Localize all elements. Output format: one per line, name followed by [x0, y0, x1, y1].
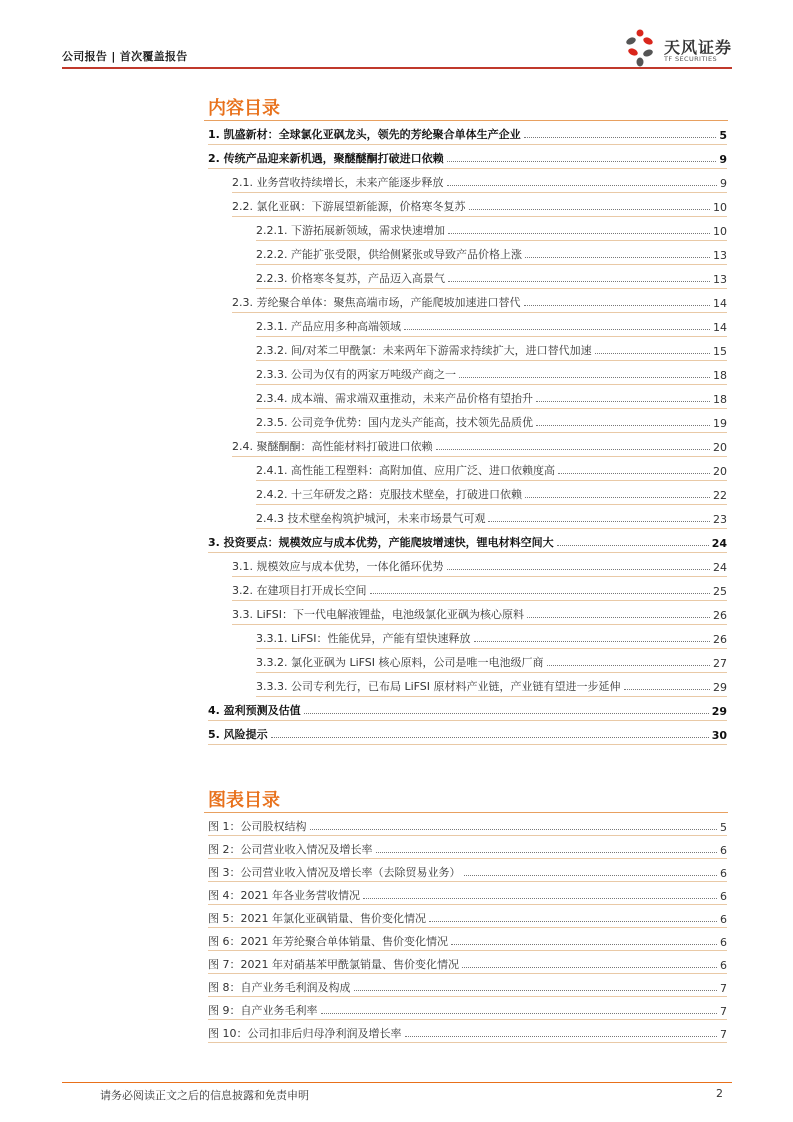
entry-title: 图 3：公司营业收入情况及增长率（去除贸易业务） — [208, 866, 461, 879]
entry-separator — [232, 624, 727, 625]
toc-entry[interactable] — [256, 220, 727, 238]
entry-title: 图 4：2021 年各业务营收情况 — [208, 889, 360, 902]
entry-page-number: 6 — [720, 867, 727, 880]
entry-title: 3.3. LiFSI：下一代电解液锂盐，电池级氯化亚砜为核心原料 — [232, 608, 525, 621]
toc-entry[interactable] — [208, 724, 727, 742]
dot-leader — [595, 353, 710, 354]
entry-separator — [208, 1019, 727, 1020]
entry-title: 2.3.2. 间/对苯二甲酰氯：未来两年下游需求持续扩大，进口替代加速 — [256, 344, 592, 357]
toc-entry[interactable] — [256, 316, 727, 334]
entry-page-number: 9 — [719, 153, 727, 166]
entry-page-number: 19 — [713, 417, 727, 430]
entry-page-number: 30 — [711, 729, 727, 742]
entry-separator — [208, 996, 727, 997]
entry-title: 3. 投资要点：规模效应与成本优势，产能爬坡增速快，锂电材料空间大 — [208, 536, 554, 549]
toc-entry[interactable] — [208, 148, 727, 166]
entry-separator — [208, 552, 727, 553]
entry-title: 2.3.1. 产品应用多种高端领域 — [256, 320, 401, 333]
toc-entry[interactable] — [256, 460, 727, 478]
entry-title: 2.2.3. 价格寒冬复苏，产品迈入高景气 — [256, 272, 445, 285]
entry-page-number: 14 — [713, 321, 727, 334]
entry-page-number: 20 — [713, 465, 727, 478]
entry-title: 图 9：自产业务毛利率 — [208, 1004, 318, 1017]
entry-separator — [256, 240, 727, 241]
dot-leader — [321, 1013, 718, 1014]
entry-separator — [256, 672, 727, 673]
dot-leader — [376, 852, 718, 853]
dot-leader — [354, 990, 718, 991]
dot-leader — [527, 617, 710, 618]
dot-leader — [525, 497, 710, 498]
entry-separator — [208, 144, 727, 145]
entry-page-number: 6 — [720, 844, 727, 857]
entry-separator — [256, 432, 727, 433]
entry-title: 图 6：2021 年芳纶聚合单体销量、售价变化情况 — [208, 935, 448, 948]
toc-entry[interactable] — [208, 700, 727, 718]
entry-separator — [256, 288, 727, 289]
entry-title: 2.4.2. 十三年研发之路：克服技术壁垒，打破进口依赖 — [256, 488, 522, 501]
entry-title: 3.2. 在建项目打开成长空间 — [232, 584, 367, 597]
entry-separator — [232, 576, 727, 577]
dot-leader — [558, 473, 710, 474]
toc-title-rule — [204, 120, 728, 121]
figure-entry[interactable] — [208, 931, 727, 949]
entry-separator — [208, 858, 727, 859]
dot-leader — [462, 967, 717, 968]
entry-title: 图 5：2021 年氯化亚砜销量、售价变化情况 — [208, 912, 426, 925]
entry-separator — [232, 312, 727, 313]
entry-separator — [256, 384, 727, 385]
entry-title: 2.3. 芳纶聚合单体：聚焦高端市场，产能爬坡加速进口替代 — [232, 296, 521, 309]
toc-entry[interactable] — [208, 124, 727, 142]
dot-leader — [474, 641, 710, 642]
dot-leader — [524, 305, 711, 306]
entry-separator — [208, 904, 727, 905]
entry-page-number: 6 — [720, 890, 727, 903]
entry-title: 2.2.2. 产能扩张受限，供给侧紧张或导致产品价格上涨 — [256, 248, 522, 261]
entry-separator — [256, 480, 727, 481]
entry-page-number: 24 — [713, 561, 727, 574]
entry-page-number: 18 — [713, 393, 727, 406]
entry-page-number: 29 — [713, 681, 727, 694]
dot-leader — [370, 593, 711, 594]
toc-entry[interactable] — [256, 652, 727, 670]
footer-divider — [62, 1082, 732, 1083]
dot-leader — [363, 898, 717, 899]
entry-page-number: 24 — [711, 537, 727, 550]
entry-page-number: 5 — [720, 821, 727, 834]
figure-entry[interactable] — [208, 977, 727, 995]
figure-entry[interactable] — [208, 839, 727, 857]
entry-page-number: 10 — [713, 225, 727, 238]
toc-entry[interactable] — [232, 580, 727, 598]
entry-separator — [256, 336, 727, 337]
entry-page-number: 26 — [713, 633, 727, 646]
entry-separator — [208, 835, 727, 836]
entry-page-number: 29 — [711, 705, 727, 718]
entry-page-number: 18 — [713, 369, 727, 382]
toc-entry[interactable] — [232, 556, 727, 574]
entry-page-number: 7 — [720, 982, 727, 995]
dot-leader — [459, 377, 710, 378]
entry-separator — [256, 528, 727, 529]
company-logo — [622, 28, 742, 68]
dot-leader — [451, 944, 717, 945]
toc-entry[interactable] — [256, 676, 727, 694]
entry-separator — [208, 168, 727, 169]
dot-leader — [524, 137, 717, 138]
entry-page-number: 15 — [713, 345, 727, 358]
entry-page-number: 27 — [713, 657, 727, 670]
toc-entry[interactable] — [256, 268, 727, 286]
entry-title: 1. 凯盛新材：全球氯化亚砜龙头，领先的芳纶聚合单体生产企业 — [208, 128, 521, 141]
entry-page-number: 23 — [713, 513, 727, 526]
entry-title: 2.4.1. 高性能工程塑料：高附加值、应用广泛、进口依赖度高 — [256, 464, 555, 477]
dot-leader — [436, 449, 711, 450]
logo-text-cn: 天风证券 — [664, 38, 733, 57]
dot-leader — [271, 737, 709, 738]
entry-separator — [256, 696, 727, 697]
figure-entry[interactable] — [208, 862, 727, 880]
entry-page-number: 6 — [720, 959, 727, 972]
dot-leader — [404, 329, 710, 330]
entry-page-number: 20 — [713, 441, 727, 454]
figure-entry[interactable] — [208, 885, 727, 903]
toc-entry[interactable] — [256, 484, 727, 502]
entry-separator — [208, 1042, 727, 1043]
figure-entry[interactable] — [208, 908, 727, 926]
entry-separator — [232, 216, 727, 217]
entry-page-number: 6 — [720, 936, 727, 949]
toc-entry[interactable] — [256, 508, 727, 526]
entry-title: 4. 盈利预测及估值 — [208, 704, 301, 717]
entry-title: 3.3.1. LiFSI：性能优异，产能有望快速释放 — [256, 632, 471, 645]
entry-title: 图 7：2021 年对硝基苯甲酰氯销量、售价变化情况 — [208, 958, 459, 971]
entry-separator — [256, 360, 727, 361]
entry-page-number: 10 — [713, 201, 727, 214]
toc-entry[interactable] — [232, 196, 727, 214]
figure-entry[interactable] — [208, 1023, 727, 1041]
figures-title-rule — [204, 812, 728, 813]
dot-leader — [488, 521, 710, 522]
entry-page-number: 26 — [713, 609, 727, 622]
dot-leader — [310, 829, 718, 830]
entry-separator — [256, 504, 727, 505]
entry-title: 图 8：自产业务毛利润及构成 — [208, 981, 351, 994]
toc-entry[interactable] — [232, 172, 727, 190]
entry-page-number: 13 — [713, 249, 727, 262]
entry-separator — [256, 408, 727, 409]
entry-separator — [256, 648, 727, 649]
logo-flower-icon — [622, 28, 658, 68]
footer-disclaimer: 请务必阅读正文之后的信息披露和免责申明 — [100, 1089, 309, 1102]
entry-title: 3.3.2. 氯化亚砜为 LiFSI 核心原料，公司是唯一电池级厂商 — [256, 656, 544, 669]
entry-separator — [232, 456, 727, 457]
entry-title: 2.3.3. 公司为仅有的两家万吨级产商之一 — [256, 368, 456, 381]
entry-page-number: 6 — [720, 913, 727, 926]
entry-page-number: 22 — [713, 489, 727, 502]
entry-title: 2.4.3 技术壁垒构筑护城河，未来市场景气可观 — [256, 512, 486, 525]
entry-separator — [208, 973, 727, 974]
figure-entry[interactable] — [208, 816, 727, 834]
toc-entry[interactable] — [208, 532, 727, 550]
dot-leader — [447, 161, 717, 162]
dot-leader — [464, 875, 718, 876]
entry-separator — [232, 600, 727, 601]
dot-leader — [536, 425, 710, 426]
dot-leader — [525, 257, 710, 258]
entry-title: 2.1. 业务营收持续增长，未来产能逐步释放 — [232, 176, 444, 189]
dot-leader — [448, 281, 710, 282]
dot-leader — [557, 545, 709, 546]
entry-title: 2. 传统产品迎来新机遇，聚醚醚酮打破进口依赖 — [208, 152, 444, 165]
entry-separator — [208, 881, 727, 882]
entry-page-number: 25 — [713, 585, 727, 598]
page-number: 2 — [716, 1087, 723, 1100]
entry-title: 3.3.3. 公司专利先行，已布局 LiFSI 原材料产业链，产业链有望进一步延伸 — [256, 680, 621, 693]
entry-title: 2.2.1. 下游拓展新领域，需求快速增加 — [256, 224, 445, 237]
entry-page-number: 7 — [720, 1005, 727, 1018]
toc-entry[interactable] — [232, 436, 727, 454]
entry-title: 2.4. 聚醚酮酮：高性能材料打破进口依赖 — [232, 440, 433, 453]
entry-title: 2.3.4. 成本端、需求端双重推动，未来产品价格有望抬升 — [256, 392, 533, 405]
toc-entry[interactable] — [256, 628, 727, 646]
toc-entry[interactable] — [256, 412, 727, 430]
entry-page-number: 5 — [719, 129, 727, 142]
dot-leader — [547, 665, 710, 666]
dot-leader — [469, 209, 711, 210]
dot-leader — [536, 401, 710, 402]
entry-title: 图 2：公司营业收入情况及增长率 — [208, 843, 373, 856]
dot-leader — [447, 569, 711, 570]
toc-entry[interactable] — [256, 388, 727, 406]
entry-page-number: 13 — [713, 273, 727, 286]
toc-entry[interactable] — [256, 340, 727, 358]
entry-page-number: 14 — [713, 297, 727, 310]
entry-page-number: 7 — [720, 1028, 727, 1041]
entry-separator — [208, 744, 727, 745]
dot-leader — [447, 185, 718, 186]
figure-entry[interactable] — [208, 1000, 727, 1018]
entry-title: 2.2. 氯化亚砜：下游展望新能源，价格寒冬复苏 — [232, 200, 466, 213]
entry-separator — [256, 264, 727, 265]
toc-entry[interactable] — [256, 244, 727, 262]
entry-separator — [232, 192, 727, 193]
figures-title: 图表目录 — [208, 790, 280, 811]
figure-entry[interactable] — [208, 954, 727, 972]
entry-title: 5. 风险提示 — [208, 728, 268, 741]
dot-leader — [304, 713, 709, 714]
entry-title: 2.3.5. 公司竞争优势：国内龙头产能高，技术领先品质优 — [256, 416, 533, 429]
entry-title: 图 1：公司股权结构 — [208, 820, 307, 833]
dot-leader — [624, 689, 710, 690]
toc-title: 内容目录 — [208, 98, 280, 119]
entry-separator — [208, 720, 727, 721]
toc-entry[interactable] — [232, 292, 727, 310]
toc-entry[interactable] — [232, 604, 727, 622]
entry-separator — [208, 927, 727, 928]
dot-leader — [405, 1036, 718, 1037]
entry-page-number: 9 — [720, 177, 727, 190]
entry-title: 3.1. 规模效应与成本优势，一体化循环优势 — [232, 560, 444, 573]
entry-separator — [208, 950, 727, 951]
logo-text-en: TF SECURITIES — [664, 55, 718, 63]
dot-leader — [429, 921, 717, 922]
entry-title: 图 10：公司扣非后归母净利润及增长率 — [208, 1027, 402, 1040]
toc-entry[interactable] — [256, 364, 727, 382]
dot-leader — [448, 233, 710, 234]
header-doc-type: 公司报告 | 首次覆盖报告 — [62, 50, 188, 63]
